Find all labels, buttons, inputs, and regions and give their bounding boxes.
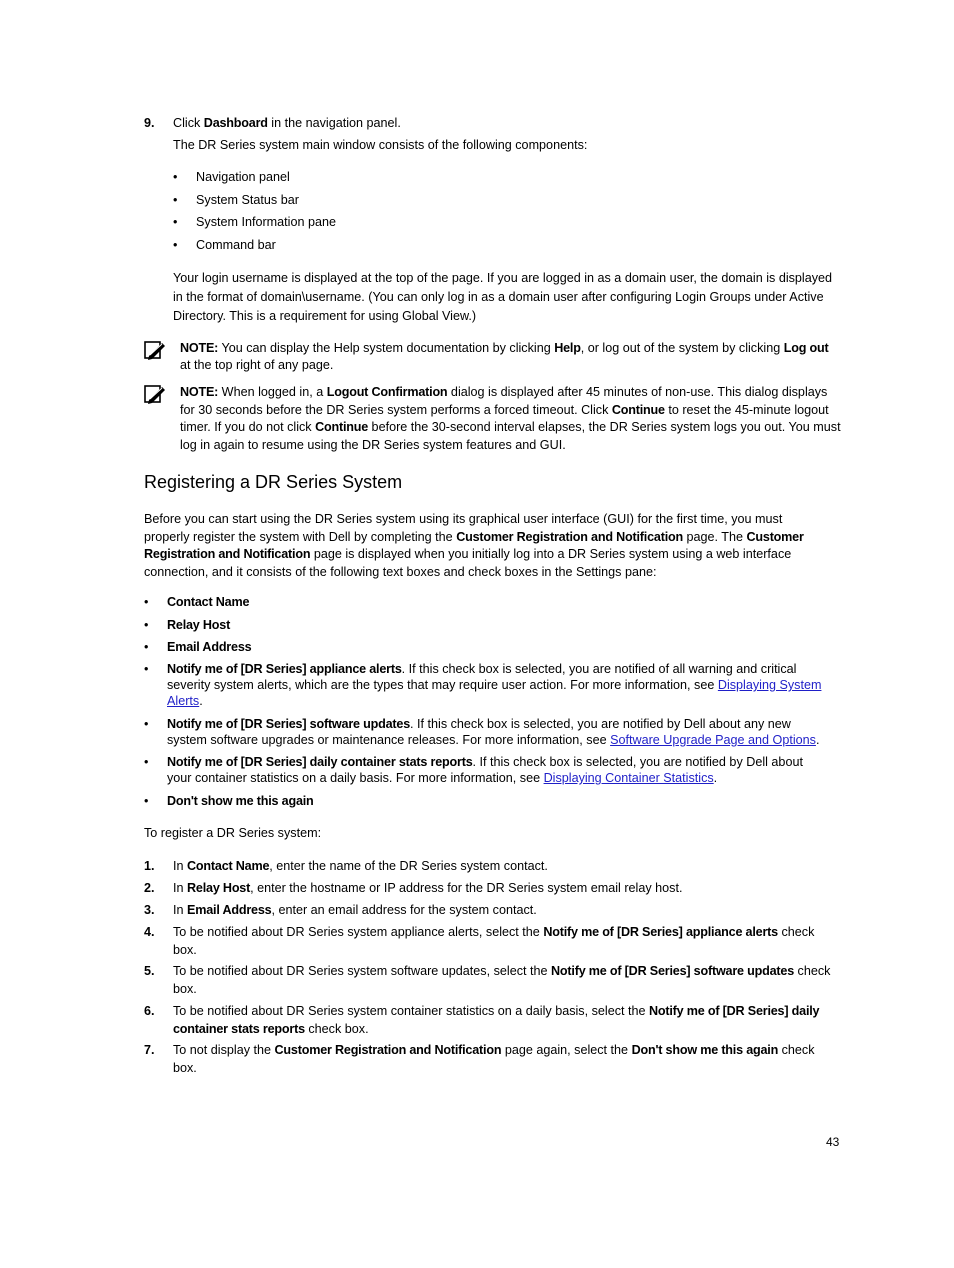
step-3: 3. In Email Address, enter an email address for the system contact. — [144, 903, 537, 917]
step-5: 5. To be notified about DR Series system software updates, select the Notify me of [DR Series] software updates check box. — [144, 964, 831, 996]
list-item: • Relay Host — [144, 618, 231, 632]
list-item: • Notify me of [DR Series] software updates. If this check box is selected, you are notified by Dell about any new system software upgrades or maintenance releases. For more information, see Software Upgrade Page and Options. — [144, 717, 820, 747]
note-pencil-icon — [144, 340, 166, 360]
list-item: • System Information pane — [173, 215, 337, 229]
displaying-container-statistics-link[interactable]: Displaying Container Statistics — [543, 771, 714, 785]
intro-paragraph: Before you can start using the DR Series system using its graphical user interface (GUI) for the first time, you must properly register the system with Dell by completing the Customer Registration and Notification page. The Customer Registration and Notification page is displayed when you initially log into a DR Series system using a web interface connection, and it consists of the following text boxes and check boxes in the Settings pane: — [144, 512, 804, 579]
note-box — [144, 384, 844, 454]
note-label: NOTE: — [180, 385, 219, 399]
note-pencil-icon — [144, 384, 166, 404]
step-7: 7. To not display the Customer Registration and Notification page again, select the Don't show me this again check box. — [144, 1043, 815, 1075]
step-1: 1. In Contact Name, enter the name of the DR Series system contact. — [144, 859, 548, 873]
list-item: • Contact Name — [144, 595, 250, 609]
step-2: 2. In Relay Host, enter the hostname or IP address for the DR Series system email relay host. — [144, 881, 683, 895]
note-text: NOTE: You can display the Help system documentation by clicking Help, or log out of the system by clicking Log out at the top right of any page. — [180, 341, 829, 372]
list-item: • Don't show me this again — [144, 794, 314, 808]
step-6: 6. To be notified about DR Series system container statistics on a daily basis, select the Notify me of [DR Series] daily container stats reports check box. — [144, 1004, 820, 1036]
to-register-text: To register a DR Series system: — [144, 826, 322, 840]
step-number: 9. — [144, 116, 155, 130]
step-9-description: The DR Series system main window consists of the following components: — [173, 138, 588, 152]
ui-term: Dashboard — [203, 116, 268, 130]
section-heading: Registering a DR Series System — [144, 472, 403, 492]
list-item: • Email Address — [144, 640, 252, 654]
note-text: NOTE: When logged in, a Logout Confirmation dialog is displayed after 45 minutes of non-use. This dialog displays for 30 seconds before the DR Series system performs a forced timeout. Click Continue to reset the 45-minute logout timer. If you do not click Continue before the 30-second interval elapses, the DR Series system logs you out. You must log in again to resume using the DR Series system features and GUI. — [180, 385, 841, 452]
step-4: 4. To be notified about DR Series system appliance alerts, select the Notify me of [DR Series] appliance alerts check box. — [144, 925, 815, 957]
list-item: • System Status bar — [173, 193, 299, 207]
note-label: NOTE: — [180, 341, 219, 355]
login-paragraph: Your login username is displayed at the top of the page. If you are logged in as a domain user, the domain is displayed in the format of domain\username. (You can only log in as a domain user after configuring Login Groups under Active Directory. This is a requirement for using Global View.) — [173, 271, 833, 323]
page-number: 43 — [826, 1135, 840, 1149]
note-box — [144, 340, 844, 374]
list-item: • Notify me of [DR Series] daily container stats reports. If this check box is selected, you are notified by Dell about your container statistics on a daily basis. For more information, see Displaying Container Statistics. — [144, 755, 803, 785]
step-text: Click Dashboard in the navigation panel. — [173, 116, 401, 130]
step-9 — [144, 115, 844, 133]
list-item: • Command bar — [173, 238, 276, 252]
list-item: • Navigation panel — [173, 170, 290, 184]
software-upgrade-page-link[interactable]: Software Upgrade Page and Options — [610, 733, 816, 747]
displaying-system-alerts-link[interactable]: Displaying System Alerts — [167, 678, 822, 708]
list-item: • Notify me of [DR Series] appliance alerts. If this check box is selected, you are notified of all warning and critical severity system alerts, which are the types that may require user action. For more information, see Displaying System Alerts. — [144, 662, 822, 708]
